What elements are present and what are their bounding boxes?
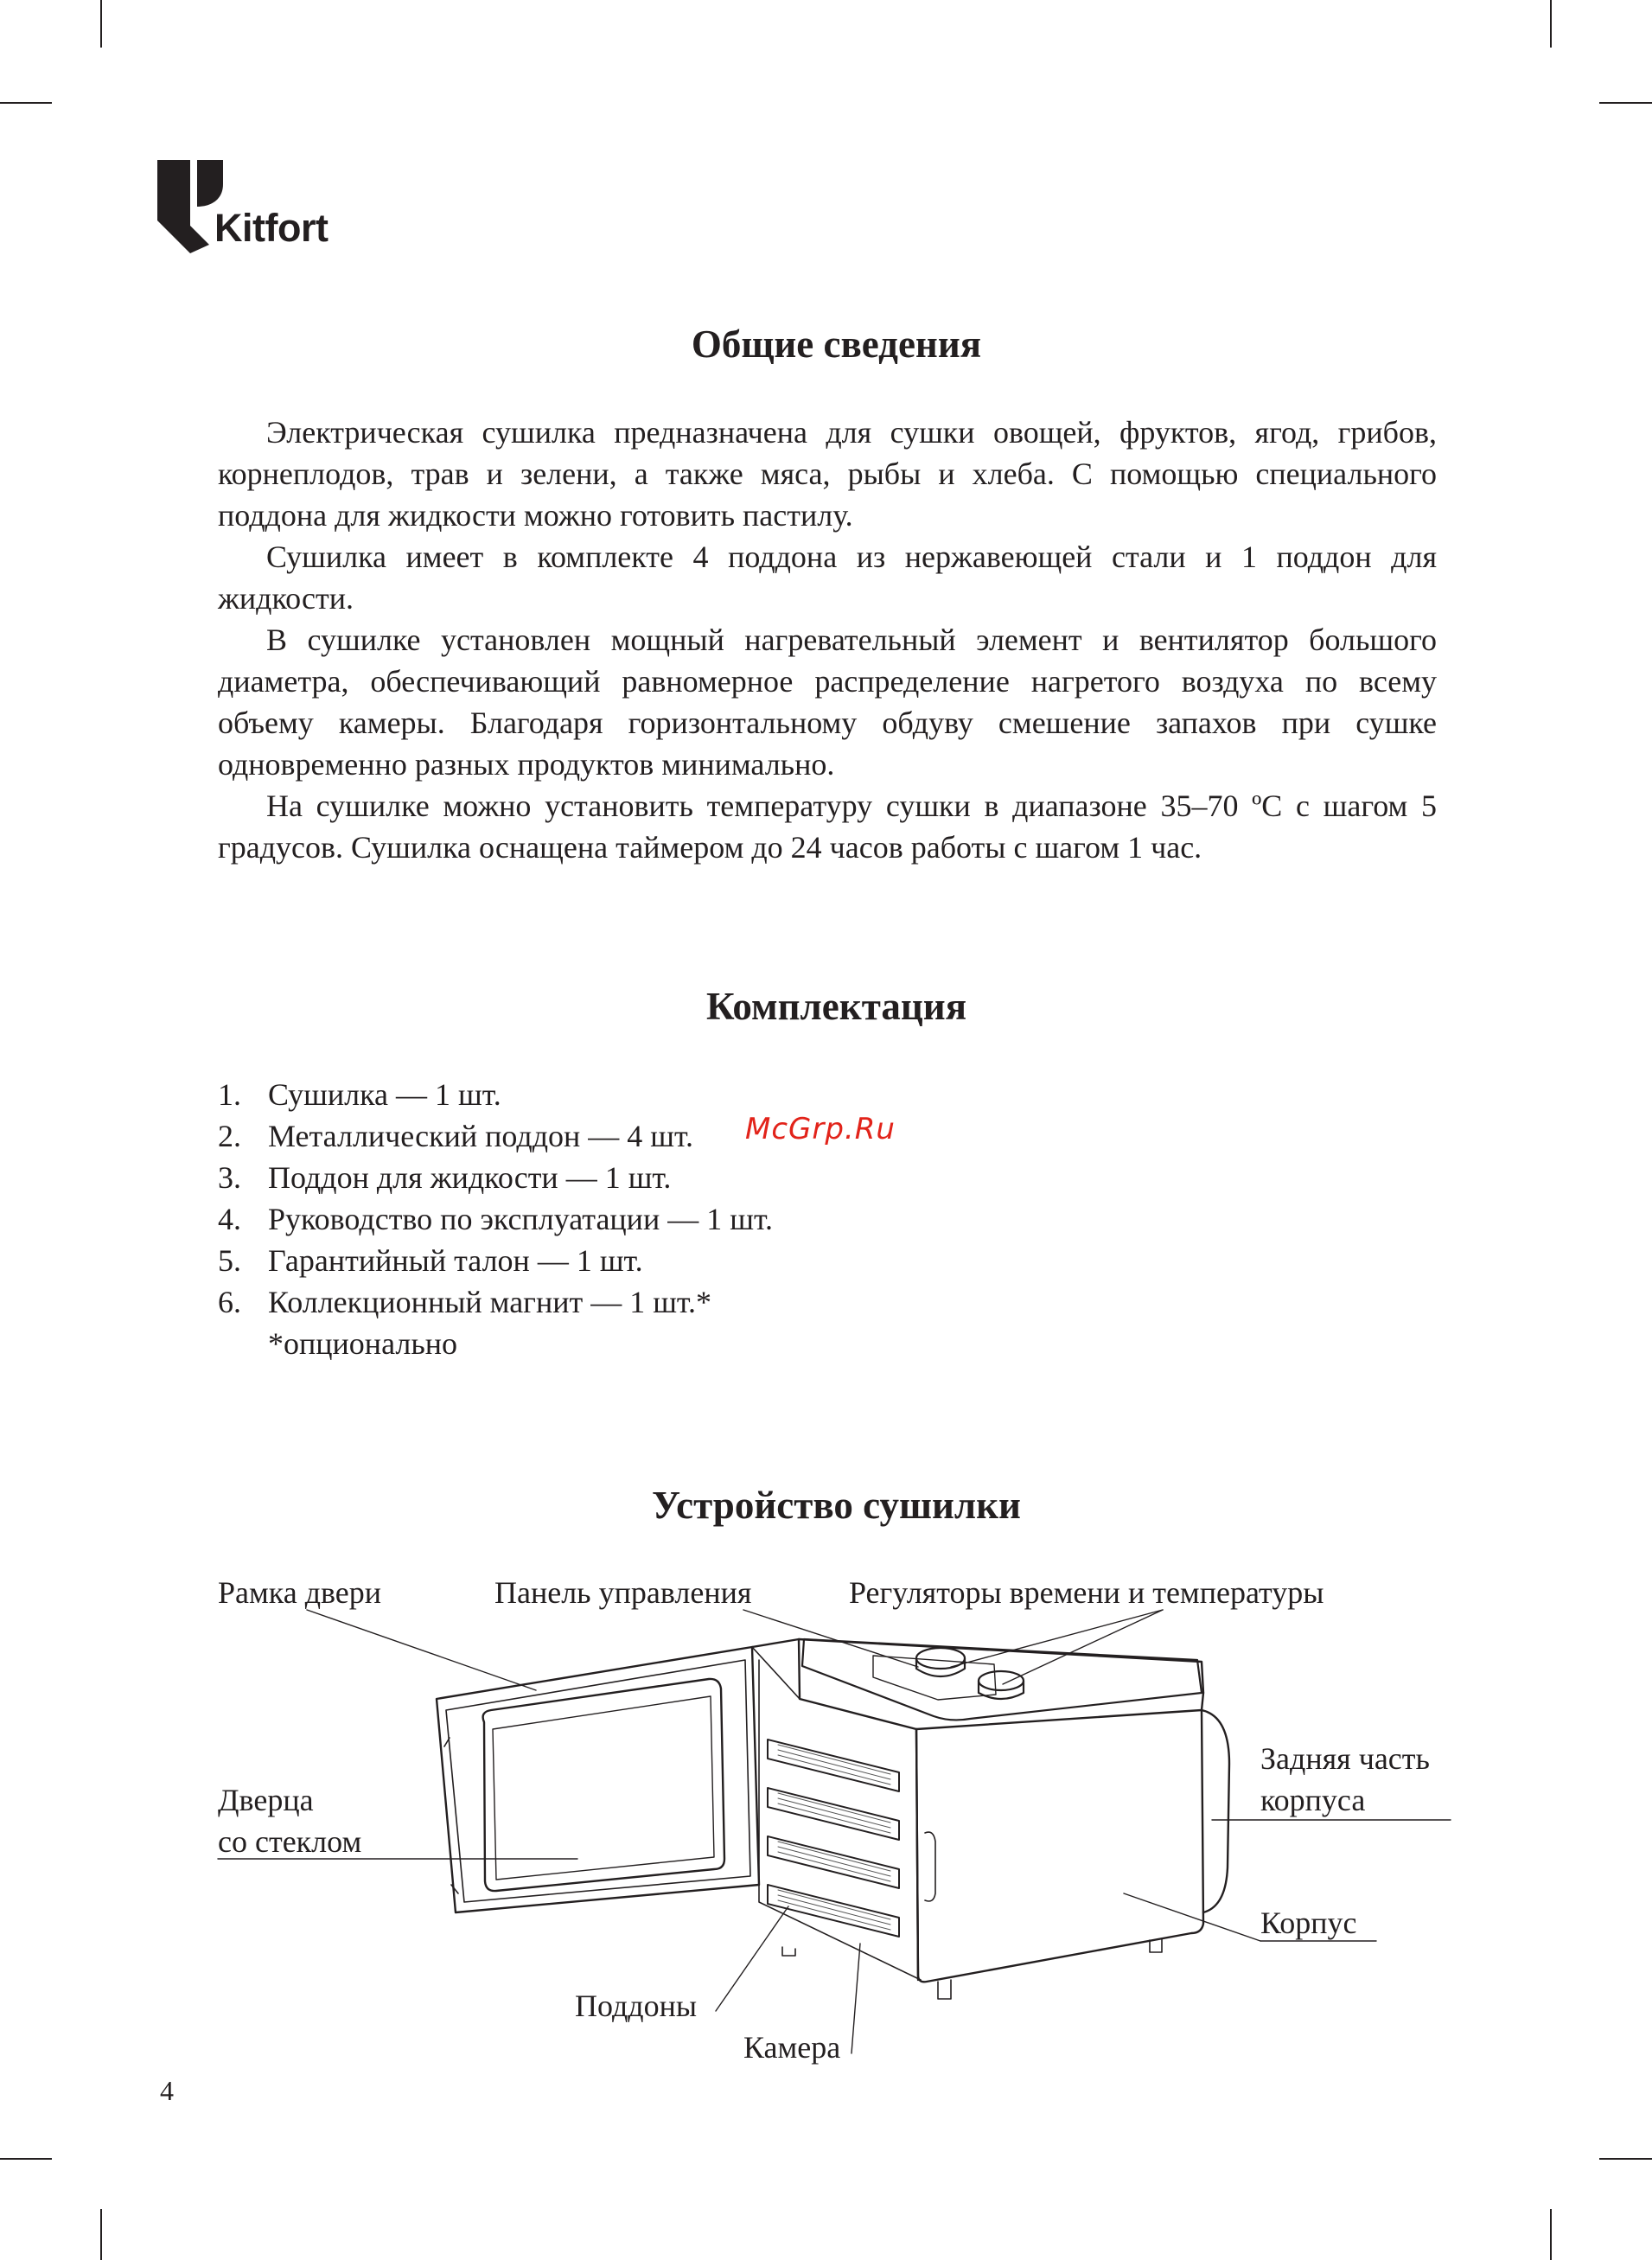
paragraph-purpose: Электрическая сушилка предназначена для сушки овощей, фруктов, ягод, грибов, корнеплодов, трав и зелени, а также мяса, рыбы и хлеба. С помощью специального поддона для жидкости можно готовить пастилу. xyxy=(218,415,1437,533)
list-item: 4. Руководство по эксплуатации — 1 шт. xyxy=(218,1202,773,1236)
body xyxy=(752,1639,1229,1999)
list-item: 1. Сушилка — 1 шт. xyxy=(218,1077,501,1112)
label-door-frame: Рамка двери xyxy=(218,1575,382,1610)
leader-lines xyxy=(218,1610,1451,2053)
list-item: 6. Коллекционный магнит — 1 шт.* xyxy=(218,1285,711,1319)
list-item: 3. Поддон для жидкости — 1 шт. xyxy=(218,1160,672,1195)
brand-name: Kitfort xyxy=(214,206,328,250)
label-door-glass-1: Дверца xyxy=(218,1783,314,1817)
list-item: 2. Металлический поддон — 4 шт. xyxy=(218,1119,694,1153)
list-item: 5. Гарантийный талон — 1 шт. xyxy=(218,1243,643,1278)
section-title-device: Устройство сушилки xyxy=(652,1484,1021,1527)
section-title-general: Общие сведения xyxy=(691,322,982,366)
door xyxy=(437,1647,759,1912)
label-trays: Поддоны xyxy=(575,1989,698,2023)
label-back-part-2: корпуса xyxy=(1260,1783,1366,1817)
label-control-panel: Панель управления xyxy=(494,1575,752,1610)
paragraph-trays: Сушилка имеет в комплекте 4 поддона из нержавеющей стали и 1 поддон для жидкости. xyxy=(218,539,1437,616)
label-chamber: Камера xyxy=(743,2030,841,2065)
paragraph-heating: В сушилке установлен мощный нагревательный элемент и вентилятор большого диаметра, обеспечивающий равномерное распределение нагретого воздуха по всему объему камеры. Благодаря горизонтальному обдуву смешение запахов при сушке одновременно разных продуктов минимально. xyxy=(218,622,1437,782)
label-body: Корпус xyxy=(1260,1906,1357,1940)
paragraph-temperature: На сушилке можно установить температуру сушки в диапазоне 35–70 ºС с шагом 5 градусов. Сушилка оснащена таймером до 24 часов работы с шагом 1 час. xyxy=(218,788,1437,865)
watermark[interactable]: McGrp.Ru xyxy=(745,1112,896,1146)
label-regulators: Регуляторы времени и температуры xyxy=(849,1575,1324,1610)
label-back-part-1: Задняя часть xyxy=(1260,1741,1430,1776)
regulator-knobs xyxy=(916,1648,1024,1699)
label-door-glass-2: со стеклом xyxy=(218,1824,362,1859)
section-title-contents: Комплектация xyxy=(705,985,967,1028)
optional-note: *опционально xyxy=(268,1326,458,1361)
page-number: 4 xyxy=(160,2075,174,2106)
